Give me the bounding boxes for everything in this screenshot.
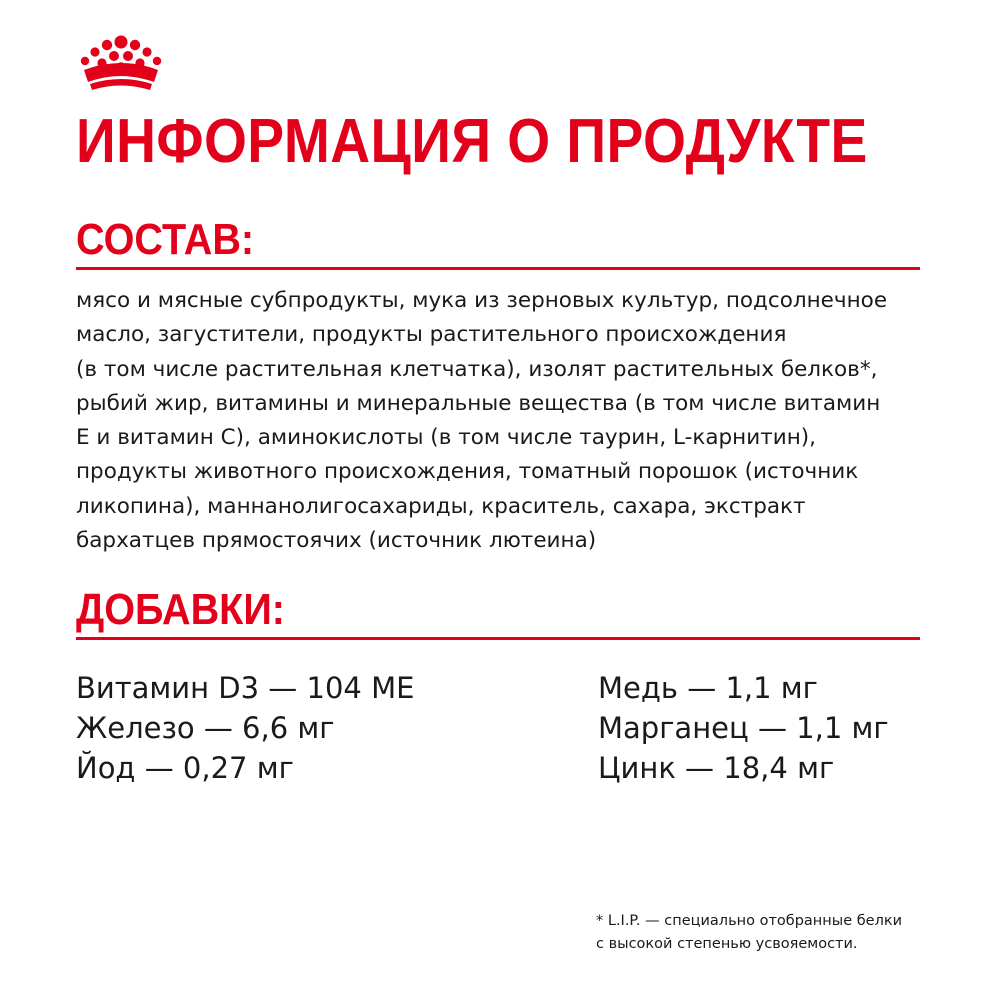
footnote-line: * L.I.P. — специально отобранные белки	[596, 913, 903, 929]
additive-item: Йод — 0,27 мг	[76, 751, 294, 785]
composition-line: (в том числе растительная клетчатка), изолят растительных белков*,	[76, 356, 878, 382]
additives-list-right	[598, 668, 889, 788]
additive-item: Медь — 1,1 мг	[598, 671, 818, 705]
composition-line: продукты животного происхождения, томатный порошок (источник	[76, 459, 859, 485]
additive-item: Марганец — 1,1 мг	[598, 711, 889, 745]
additive-item: Железо — 6,6 мг	[76, 711, 335, 745]
additives-list-left	[76, 668, 414, 788]
page-title: ИНФОРМАЦИЯ О ПРОДУКТЕ	[76, 107, 868, 176]
composition-divider	[76, 267, 920, 270]
additive-item: Витамин D3 — 104 МЕ	[76, 671, 415, 705]
composition-text	[76, 284, 956, 558]
additives-divider	[76, 637, 920, 640]
additives-heading: ДОБАВКИ:	[76, 585, 285, 634]
footnote	[596, 910, 902, 956]
footnote-line: с высокой степенью усвояемости.	[596, 936, 858, 952]
composition-line: ликопина), маннанолигосахариды, краситель, сахара, экстракт	[76, 493, 806, 519]
additive-item: Цинк — 18,4 мг	[598, 751, 835, 785]
crown-icon	[76, 34, 166, 92]
composition-line: рыбий жир, витамины и минеральные вещества (в том числе витамин	[76, 390, 881, 416]
composition-line: мясо и мясные субпродукты, мука из зерновых культур, подсолнечное	[76, 288, 888, 313]
composition-line: масло, загустители, продукты растительного происхождения	[76, 322, 787, 348]
composition-line: Е и витамин С), аминокислоты (в том числе таурин, L-карнитин),	[76, 425, 816, 451]
composition-line: бархатцев прямостоячих (источник лютеина)	[76, 528, 597, 554]
composition-heading: СОСТАВ:	[76, 215, 255, 264]
